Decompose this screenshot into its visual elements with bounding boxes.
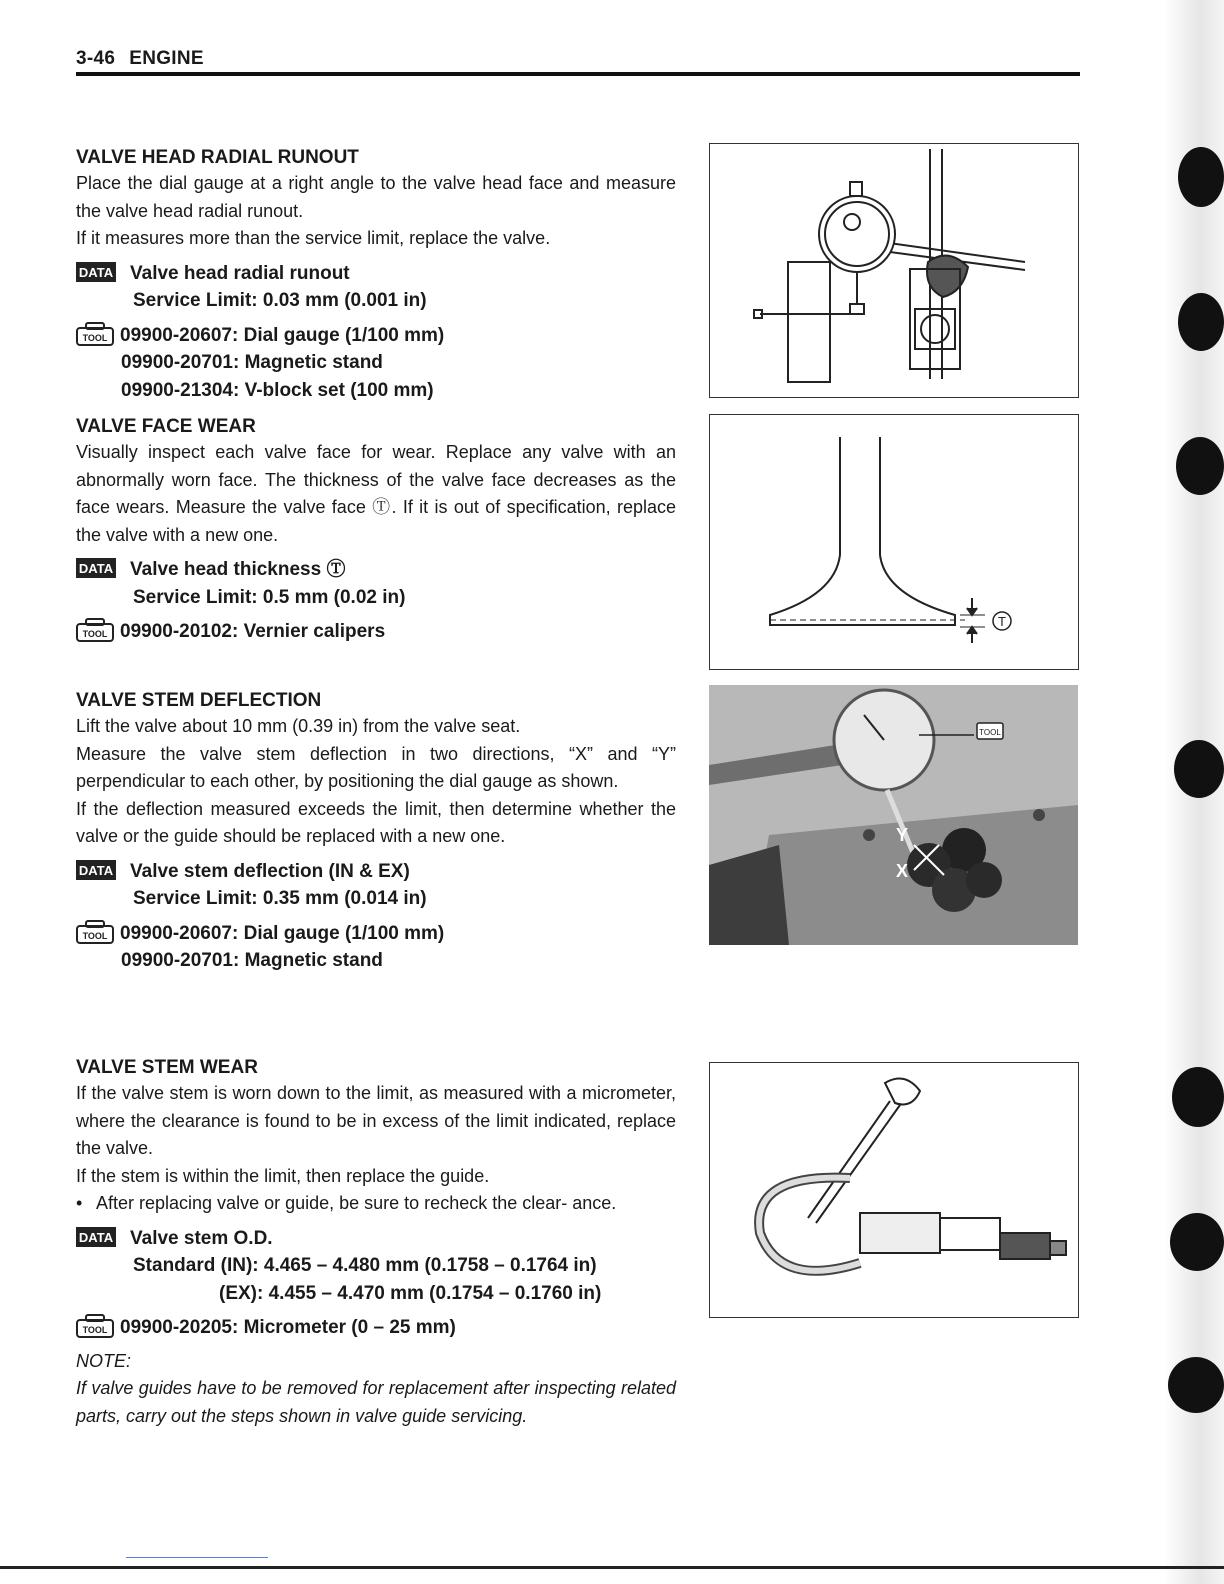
page-bottom-edge bbox=[0, 1566, 1224, 1569]
spec-block bbox=[76, 556, 676, 611]
svg-text:DATA: DATA bbox=[78, 1229, 114, 1245]
note-text: If valve guides have to be removed for replacement after inspecting related parts, carry out the steps shown in valve guide servicing. bbox=[76, 1378, 676, 1426]
footer-line bbox=[126, 1557, 268, 1558]
paragraph: If the valve stem is worn down to the limit, as measured with a micrometer, where the clearance is found to be in excess of the limit indicated, replace the valve. bbox=[76, 1083, 676, 1158]
paragraph: If it measures more than the service limit, replace the valve. bbox=[76, 228, 551, 248]
figure-dial-gauge-runout bbox=[709, 143, 1079, 398]
tool-item: 09900-21304: V-block set (100 mm) bbox=[121, 379, 434, 401]
spec-block bbox=[76, 260, 676, 315]
data-icon bbox=[76, 1227, 116, 1247]
spec-limit: Service Limit: 0.35 mm (0.014 in) bbox=[133, 888, 427, 909]
paragraph: Measure the valve stem deflection in two directions, “X” and “Y” perpendicular to each other, by positioning the dial gauge as shown. bbox=[76, 743, 676, 791]
section-title: VALVE HEAD RADIAL RUNOUT bbox=[76, 147, 359, 168]
paragraph: Visually inspect each valve face for wear. Replace any valve with an abnormally worn face. The thickness of the valve face decreases as the face wears. Measure the valve face Ⓣ. If it is out of specification, replace the valve with a new one. bbox=[76, 442, 676, 545]
spec-block bbox=[76, 1225, 676, 1308]
svg-text:X: X bbox=[896, 861, 909, 881]
binder-tab-marker bbox=[1174, 740, 1224, 798]
cylinder-head-photo bbox=[709, 685, 1078, 945]
paragraph: Place the dial gauge at a right angle to the valve head face and measure the valve head radial runout. bbox=[76, 173, 676, 221]
tool-block bbox=[76, 618, 676, 646]
figure-micrometer bbox=[709, 1062, 1079, 1318]
data-icon bbox=[76, 262, 116, 282]
section-title: ENGINE bbox=[129, 48, 204, 69]
svg-text:TOOL: TOOL bbox=[979, 728, 1001, 737]
page-number: 3-46 bbox=[76, 48, 116, 69]
svg-text:DATA: DATA bbox=[78, 264, 114, 280]
tool-item: 09900-20102: Vernier calipers bbox=[120, 621, 386, 642]
svg-text:TOOL: TOOL bbox=[82, 629, 108, 639]
dial-gauge-illustration bbox=[710, 144, 1078, 397]
tool-item: 09900-20701: Magnetic stand bbox=[121, 950, 383, 971]
figure-stem-deflection-photo bbox=[709, 685, 1078, 945]
tool-block bbox=[76, 920, 676, 975]
header-rule bbox=[76, 72, 1080, 76]
svg-text:DATA: DATA bbox=[78, 561, 114, 576]
section-valve-stem-deflection bbox=[76, 689, 676, 975]
section-title: VALVE STEM DEFLECTION bbox=[76, 690, 322, 711]
tool-icon bbox=[76, 322, 114, 346]
tool-item: 09900-20607: Dial gauge (1/100 mm) bbox=[120, 324, 445, 346]
binder-tab-marker bbox=[1170, 1213, 1224, 1271]
spec-standard-ex: (EX): 4.455 – 4.470 mm (0.1754 – 0.1760 in) bbox=[219, 1282, 602, 1304]
tool-block bbox=[76, 1314, 676, 1342]
svg-text:TOOL: TOOL bbox=[82, 332, 108, 343]
section-valve-face-wear bbox=[76, 415, 676, 646]
tool-item: 09900-20607: Dial gauge (1/100 mm) bbox=[120, 922, 445, 944]
section-valve-stem-wear bbox=[76, 1056, 676, 1430]
tool-item: 09900-20701: Magnetic stand bbox=[121, 352, 383, 373]
section-title: VALVE STEM WEAR bbox=[76, 1057, 258, 1078]
spec-name: Valve head thickness Ⓣ bbox=[130, 559, 346, 580]
valve-profile-illustration bbox=[710, 415, 1078, 669]
data-icon bbox=[76, 860, 116, 880]
tool-item: 09900-20205: Micrometer (0 – 25 mm) bbox=[120, 1317, 456, 1338]
paragraph: If the deflection measured exceeds the limit, then determine whether the valve or the guide should be replaced with a new one. bbox=[76, 798, 676, 846]
svg-text:TOOL: TOOL bbox=[82, 1325, 108, 1335]
spec-block bbox=[76, 858, 676, 913]
note-label: NOTE: bbox=[76, 1350, 132, 1371]
tool-icon bbox=[76, 1314, 114, 1338]
spec-name: Valve stem O.D. bbox=[130, 1227, 273, 1249]
binder-tab-marker bbox=[1172, 1067, 1224, 1127]
tool-icon bbox=[76, 920, 114, 944]
tool-block bbox=[76, 322, 676, 405]
svg-text:T: T bbox=[998, 614, 1006, 629]
data-icon bbox=[76, 558, 116, 578]
binder-tab-marker bbox=[1178, 293, 1224, 351]
page-header bbox=[76, 48, 204, 70]
tool-icon bbox=[76, 618, 114, 642]
spec-limit: Service Limit: 0.5 mm (0.02 in) bbox=[133, 586, 406, 608]
svg-text:Y: Y bbox=[896, 825, 909, 845]
binder-tab-marker bbox=[1168, 1357, 1224, 1413]
binder-tab-marker bbox=[1176, 437, 1224, 495]
section-title: VALVE FACE WEAR bbox=[76, 416, 256, 437]
binder-tab-marker bbox=[1178, 147, 1224, 207]
bullet-item: • After replacing valve or guide, be sure to recheck the clear- ance. bbox=[76, 1193, 617, 1213]
micrometer-illustration bbox=[710, 1063, 1078, 1317]
svg-text:TOOL: TOOL bbox=[82, 930, 108, 941]
figure-valve-head-thickness bbox=[709, 414, 1079, 670]
spec-standard-in: Standard (IN): 4.465 – 4.480 mm (0.1758 – 0.1764 in) bbox=[133, 1255, 597, 1276]
spec-limit: Service Limit: 0.03 mm (0.001 in) bbox=[133, 290, 427, 311]
section-valve-head-runout bbox=[76, 146, 676, 404]
paragraph: Lift the valve about 10 mm (0.39 in) from the valve seat. bbox=[76, 716, 521, 736]
svg-text:DATA: DATA bbox=[78, 862, 114, 878]
spec-name: Valve stem deflection (IN & EX) bbox=[130, 860, 410, 882]
paragraph: If the stem is within the limit, then replace the guide. bbox=[76, 1165, 490, 1186]
spec-name: Valve head radial runout bbox=[130, 262, 350, 284]
